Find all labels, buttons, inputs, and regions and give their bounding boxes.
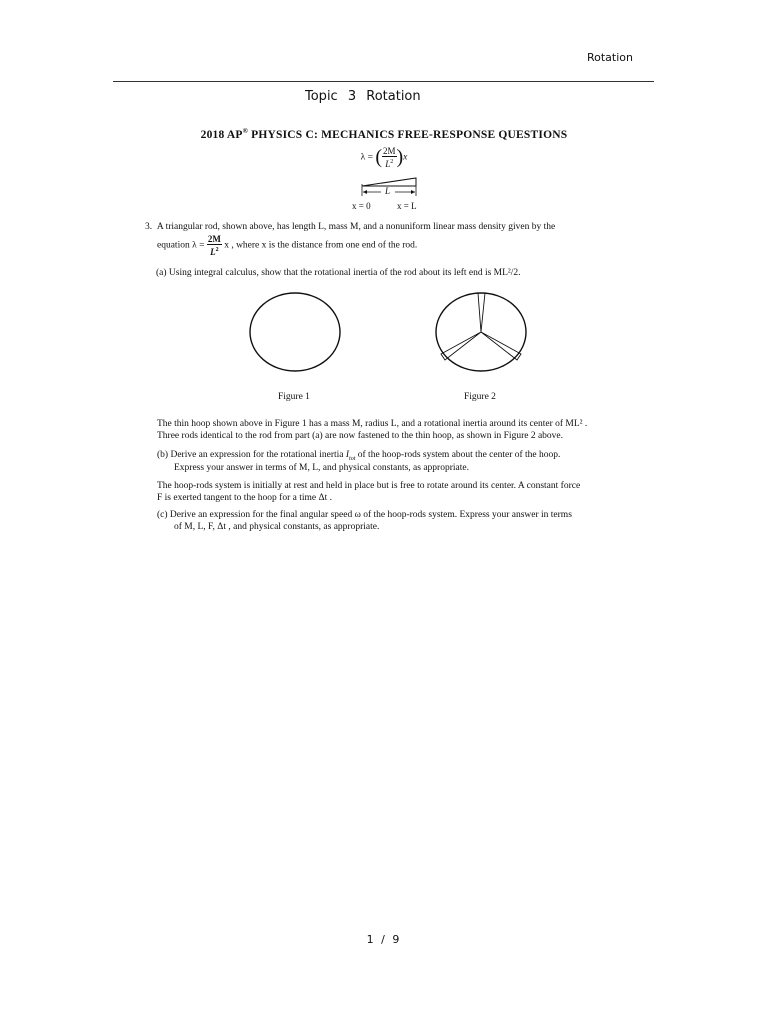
rod-top [478, 293, 485, 332]
figure-2-caption: Figure 2 [464, 392, 496, 402]
hoop-description-2: Three rods identical to the rod from part (a) are now fastened to the thin hoop, as shown in Figure 2 above. [157, 431, 564, 441]
question-intro [145, 221, 625, 233]
rod-left-mark: x = 0 [352, 201, 371, 211]
header-divider [113, 81, 654, 82]
part-b-line-1: (b) Derive an expression for the rotational inertia $I_{tot}$ of the hoop-rods system about the center of the hoop. [157, 450, 561, 462]
running-header: Rotation [586, 51, 633, 64]
question-line-1: A triangular rod, shown above, has length L, mass M, and a nonuniform linear mass density given by the [156, 222, 556, 232]
rod-length-label: L [385, 186, 391, 196]
topic-label: Topic 3 [305, 89, 357, 104]
rod-right [481, 332, 521, 360]
topic-title: Rotation [366, 89, 421, 104]
exam-title: 2018 AP® PHYSICS C: MECHANICS FREE-RESPONSE QUESTIONS [200, 127, 568, 141]
topic-heading [305, 89, 421, 104]
part-c-line-2: of M, L, F, Δt , and physical constants, as appropriate. [174, 522, 380, 532]
figure-1-caption: Figure 1 [278, 392, 310, 402]
inertia-total-symbol: I [345, 450, 350, 460]
density-fraction: $\frac{2M}{L^2}$ [382, 146, 396, 169]
figure-1-hoop [247, 290, 343, 374]
figure-2-hoop-rods [433, 290, 529, 374]
part-b-line-2: Express your answer in terms of M, L, and physical constants, as appropriate. [174, 463, 469, 473]
page-number: 1 / 9 [366, 933, 402, 946]
rest-condition-2: F is exerted tangent to the hoop for a time Δt . [157, 493, 332, 503]
question-number: 3. [145, 222, 153, 232]
hoop-description-1: The thin hoop shown above in Figure 1 has a mass M, radius L, and a rotational inertia around its center of ML² . [157, 419, 588, 429]
density-formula: λ = ( $\frac{2M}{L^2}$ )x [360, 146, 408, 169]
part-c-line-1: (c) Derive an expression for the final angular speed ω of the hoop-rods system. Express your answer in terms [157, 510, 572, 520]
part-a: (a) Using integral calculus, show that the rotational inertia of the rod about its left end is ML²/2. [156, 268, 521, 278]
lambda-lhs: λ = [360, 152, 373, 163]
rod-right-mark: x = L [397, 201, 417, 211]
rod-left [441, 332, 481, 360]
question-equation-line: equation λ = $\frac{2M}{L^2}$ x , where x is the distance from one end of the rod. [157, 234, 418, 257]
rest-condition-1: The hoop-rods system is initially at rest and held in place but is free to rotate around its center. A constant force [157, 481, 581, 491]
